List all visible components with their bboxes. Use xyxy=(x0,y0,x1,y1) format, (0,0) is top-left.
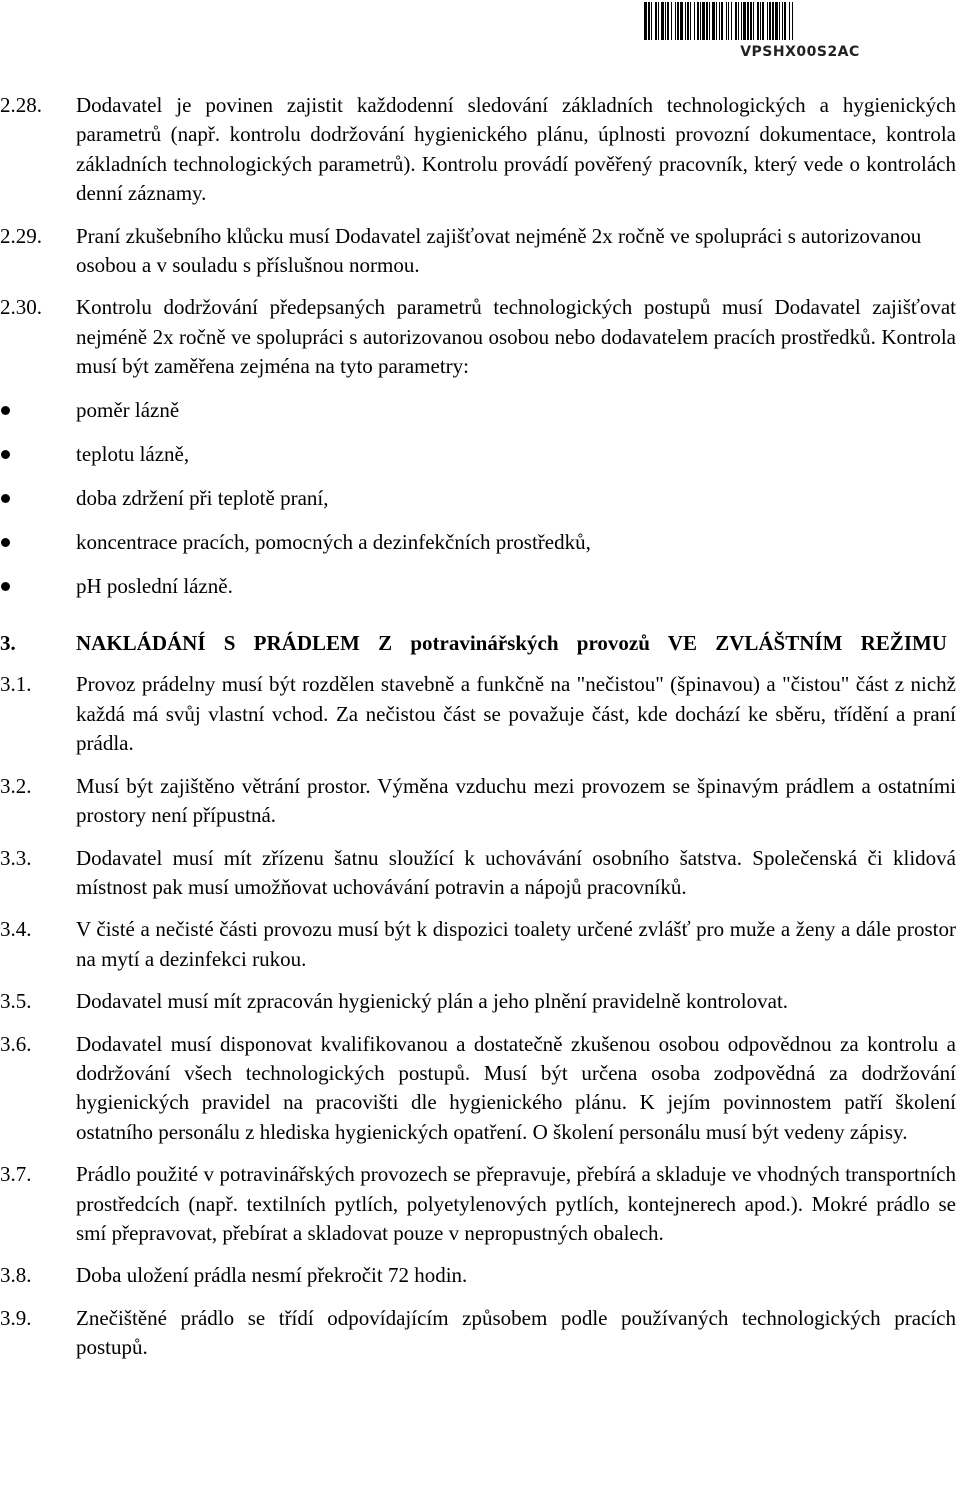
section-3-8 xyxy=(0,1261,956,1290)
section-number: 3.9. xyxy=(0,1305,32,1330)
list-item-text: koncentrace pracích, pomocných a dezinfekčních prostředků, xyxy=(76,529,591,554)
section-3-3 xyxy=(0,844,956,903)
section-3-5 xyxy=(0,987,956,1016)
section-text: Musí být zajištěno větrání prostor. Výměna vzduchu mezi provozem se špinavým prádlem a ostatními prostory není přípustná. xyxy=(76,773,956,828)
section-number: 3.1. xyxy=(0,672,32,697)
section-3-2 xyxy=(0,772,956,831)
section-text: Dodavatel musí mít zřízenu šatnu sloužící k uchovávání osobního šatstva. Společenská či klidová místnost pak musí umožňovat uchovávání potravin a nápojů pracovníků. xyxy=(76,845,956,899)
list-item xyxy=(0,572,956,601)
section-3-7 xyxy=(0,1160,956,1248)
section-number: 3.2. xyxy=(0,773,32,798)
section-text: Prádlo použité v potravinářských provozech se přepravuje, přebírá a skladuje ve vhodných transportních prostředcích (např. textilních pytlích, polyetylenových pytlích, kontejnerech apod.). Mokré prádlo se smí přepravovat, přebírat a skladovat pouze v nepropustných obalech. xyxy=(76,1162,956,1245)
section-2-29 xyxy=(0,222,956,281)
document-body xyxy=(0,91,956,1376)
list-item-text: doba zdržení při teplotě praní, xyxy=(76,485,329,510)
section-number: 3.5. xyxy=(0,989,32,1014)
bullet-icon xyxy=(1,582,10,591)
section-3-6 xyxy=(0,1030,956,1148)
section-number: 3.3. xyxy=(0,845,32,870)
heading-text: NAKLÁDÁNÍ S PRÁDLEM Z potravinářských provozů VE ZVLÁŠTNÍM REŽIMU xyxy=(76,631,947,656)
section-number: 3.8. xyxy=(0,1263,32,1288)
list-item-text: poměr lázně xyxy=(76,397,180,422)
list-item xyxy=(0,484,956,513)
barcode-bars xyxy=(644,2,956,40)
section-text: Dodavatel je povinen zajistit každodenní sledování základních technologických a hygienických parametrů (např. kontrolu dodržování hygienického plánu, úplnosti provozní dokumentace, kontrola základních technologických parametrů). Kontrolu provádí pověřený pracovník, který vede o kontrolách denní záznamy. xyxy=(76,93,956,206)
section-text: V čisté a nečisté části provozu musí být k dispozici toalety určené zvlášť pro muže a ženy a dále prostor na mytí a dezinfekci rukou. xyxy=(76,917,956,971)
section-number: 3.7. xyxy=(0,1162,32,1187)
section-number: 2.30. xyxy=(0,295,42,320)
section-text: Dodavatel musí mít zpracován hygienický plán a jeho plnění pravidelně kontrolovat. xyxy=(76,989,789,1014)
list-item xyxy=(0,528,956,557)
bullet-icon xyxy=(1,450,10,459)
section-3-9 xyxy=(0,1304,956,1363)
section-number: 3.6. xyxy=(0,1031,32,1056)
section-number: 2.29. xyxy=(0,223,42,248)
section-heading-3 xyxy=(0,629,956,658)
section-text: Znečištěné prádlo se třídí odpovídajícím způsobem podle používaných technologických pracích postupů. xyxy=(76,1305,956,1360)
list-item xyxy=(0,396,956,425)
section-text: Doba uložení prádla nesmí překročit 72 hodin. xyxy=(76,1263,468,1288)
section-number: 3.4. xyxy=(0,917,32,942)
barcode xyxy=(644,2,956,66)
section-3-4 xyxy=(0,915,956,974)
list-item xyxy=(0,440,956,469)
bullet-icon xyxy=(1,406,10,415)
bullet-icon xyxy=(1,494,10,503)
barcode-label: VPSHX00S2AC xyxy=(740,44,860,60)
section-2-28 xyxy=(0,91,956,209)
section-text: Praní zkušebního klůcku musí Dodavatel zajišťovat nejméně 2x ročně ve spolupráci s autorizovanou osobou a v souladu s příslušnou normou. xyxy=(76,223,922,278)
section-2-30 xyxy=(0,293,956,381)
bullet-icon xyxy=(1,538,10,547)
parameter-bullet-list xyxy=(0,396,956,601)
section-3-1 xyxy=(0,670,956,758)
section-text: Kontrolu dodržování předepsaných parametrů technologických postupů musí Dodavatel zajišťovat nejméně 2x ročně ve spolupráci s autorizovanou osobou nebo dodavatelem pracích prostředků. Kontrola musí být zaměřena zejména na tyto parametry: xyxy=(76,295,956,379)
list-item-text: pH poslední lázně. xyxy=(76,573,233,598)
section-text: Dodavatel musí disponovat kvalifikovanou a dostatečně zkušenou osobou odpovědnou za kontrolu a dodržování všech technologických postupů. Musí být určena osoba zodpovědná za dodržování hygienických pravidel na pracovišti dle hygienického plánu. K jejím povinnostem patří školení ostatního personálu z hlediska hygienických opatření. O školení personálu musí být vedeny zápisy. xyxy=(76,1031,956,1144)
heading-number: 3. xyxy=(0,631,16,656)
list-item-text: teplotu lázně, xyxy=(76,441,190,466)
section-number: 2.28. xyxy=(0,93,42,117)
section-text: Provoz prádelny musí být rozdělen stavebně a funkčně na "nečistou" (špinavou) a "čistou" část z nichž každá má svůj vlastní vchod. Za nečistou část se považuje část, kde dochází ke sběru, třídění a praní prádla. xyxy=(76,672,956,756)
